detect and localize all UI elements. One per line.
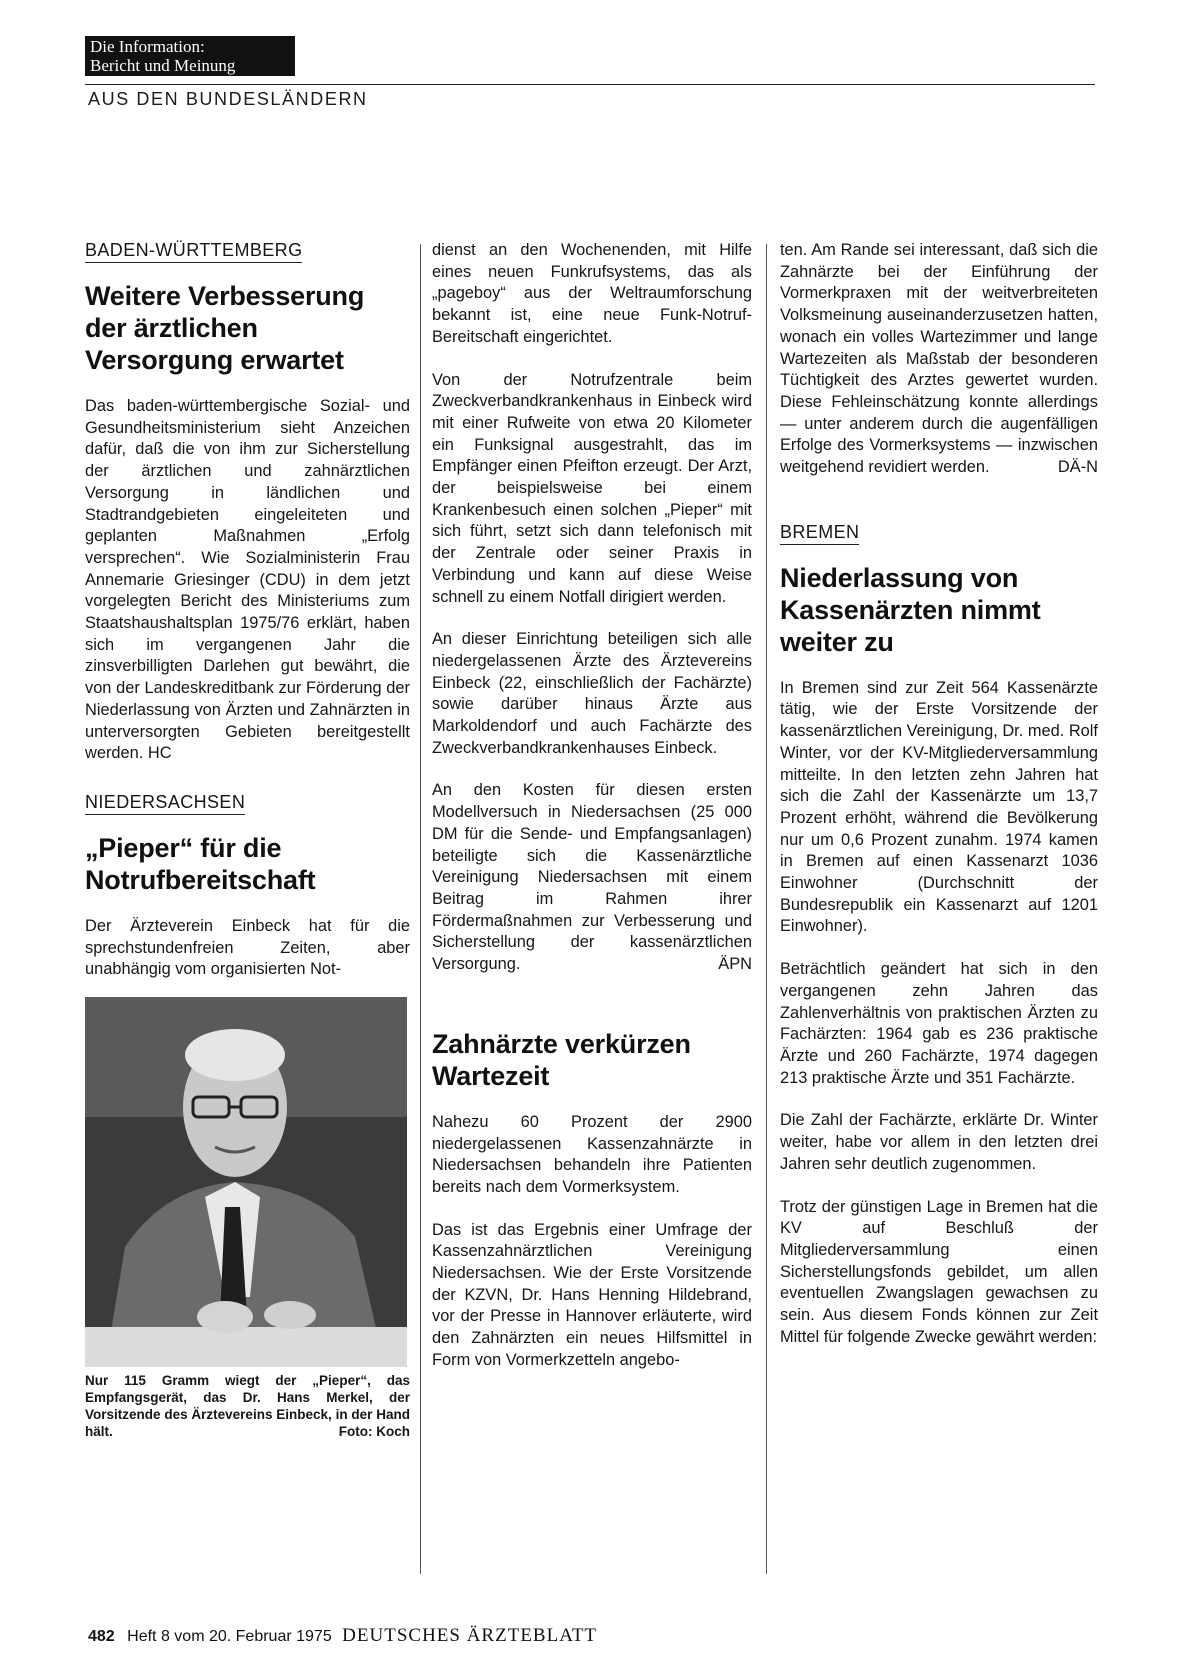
portrait-photo: [85, 997, 407, 1367]
article-text: An den Kosten für diesen ersten Modellversuch in Niedersachsen (25 000 DM für die Sende- und Empfangsanlagen) beteiligte sich die Kassenärztliche Vereinigung Niedersachsen mit einem Beitrag im Rahmen ihrer Fördermaßnahmen zur Verbesserung und Sicherstellung der kassenärztlichen Versorgung.: [432, 781, 752, 974]
author-initials: HC: [147, 744, 172, 763]
page-footer: [88, 1625, 597, 1647]
column-1: [85, 240, 410, 1440]
header-rule: [85, 84, 1095, 85]
region-label-niedersachsen: NIEDERSACHSEN: [85, 792, 245, 815]
article-body: In Bremen sind zur Zeit 564 Kassenärzte tätig, wie der Erste Vorsitzende der kassenärztlichen Vereinigung, Dr. med. Rolf Winter, vor der KV-Mitgliederversammlung mitteilte. In den letzten zehn Jahren hat sich die Zahl der Kassenärzte um 13,7 Prozent erhöht, während die Bevölkerung nur um 0,6 Prozent zunahm. 1974 kamen in Bremen auf einen Kassenarzt 1036 Einwohner (Durchschnitt der Bundesrepublik ein Kassenarzt auf 1201 Einwohner).: [780, 678, 1098, 936]
column-3: [780, 240, 1098, 1369]
article-text: ten. Am Rande sei interessant, daß sich die Zahnärzte bei der Einführung der Vormerkpraxen mit der weitverbreiteten Volksmeinung auseinanderzusetzen hatten, wonach ein volles Wartezimmer und lange Wartezeiten als Maßstab der besonderen Tüchtigkeit des Arztes gewertet wurden. Diese Fehleinschätzung konnte allerdings — unter anderem durch die augenfälligen Erfolge des Vormerksystems — inzwischen weitgehend revidiert werden.: [780, 241, 1098, 477]
photo-credit: Foto: Koch: [338, 1424, 410, 1440]
column-divider: [420, 244, 421, 1574]
rubric-line-2: Bericht und Meinung: [90, 56, 236, 75]
journal-name: DEUTSCHES ÄRZTEBLATT: [342, 1625, 598, 1646]
article-title-versorgung: Weitere Verbesserung der ärztlichen Versorgung erwartet: [85, 281, 365, 375]
article-body: dienst an den Wochenenden, mit Hilfe eines neuen Funkrufsystems, das als „pageboy“ aus der Weltraumforschung bekannt ist, eine neue Funk-Notruf-Bereitschaft eingerichtet.: [432, 241, 752, 346]
article-body: Der Ärzteverein Einbeck hat für die sprechstundenfreien Zeiten, aber unabhängig vom organisierten Not-: [85, 916, 410, 979]
article-body: Trotz der günstigen Lage in Bremen hat die KV auf Beschluß der Mitgliederversammlung einen Sicherstellungsfonds gebildet, um allen eventuellen Zwangslagen gewachsen zu sein. Aus diesem Fonds können zur Zeit Mittel für folgende Zwecke gewährt werden:: [780, 1197, 1098, 1346]
column-divider: [766, 244, 767, 1574]
article-title-bremen: Niederlassung von Kassenärzten nimmt weiter zu: [780, 562, 1041, 657]
article-title-zahnaerzte: Zahnärzte verkürzen Wartezeit: [432, 1028, 691, 1091]
article-body: Nahezu 60 Prozent der 2900 niedergelassenen Kassenzahnärzte in Niedersachsen behandeln ihre Patienten bereits nach dem Vormerksystem.: [432, 1112, 752, 1196]
rubric-line-1: Die Information:: [90, 37, 205, 56]
article-body: Die Zahl der Fachärzte, erklärte Dr. Winter weiter, habe vor allem in den letzten drei Jahren sehr deutlich zugenommen.: [780, 1111, 1098, 1173]
photo-caption: [85, 1372, 410, 1440]
column-2: [432, 240, 752, 1393]
article-text: Das baden-württembergische Sozial- und Gesundheitsministerium sieht Anzeichen dafür, daß die von ihm zur Sicherstellung der ärztlichen und zahnärztlichen Versorgung in ländlichen und Stadtrandgebieten eingeleiteten und geplanten Maßnahmen „Erfolg versprechen“. Wie Sozialministerin Frau Annemarie Griesinger (CDU) in dem jetzt vorgelegten Bericht des Ministeriums zum Staatshaushaltsplan 1975/76 erklärt, haben sich im vergangenen Jahr die zinsverbilligten Darlehen gut bewährt, die von der Landeskreditbank zur Förderung der Niederlassung von Ärzten und Zahnärzten in unterversorgten Gebieten bereitgestellt werden.: [85, 397, 410, 763]
portrait-illustration: [85, 997, 407, 1367]
section-heading: AUS DEN BUNDESLÄNDERN: [88, 89, 368, 109]
author-initials: ÄPN: [718, 955, 752, 974]
author-initials: DÄ-N: [1057, 458, 1098, 477]
article-body: [85, 396, 410, 765]
article-body: Von der Notrufzentrale beim Zweckverbandkrankenhaus in Einbeck wird mit einer Rufweite von etwa 20 Kilometer ein Funksignal ausgestrahlt, das im Empfänger einen Pfeifton erzeugt. Der Arzt, der beispielsweise bei einem Krankenbesuch einen solchen „Pieper“ mit sich führt, setzt sich dann telefonisch mit der Zentrale oder seiner Praxis in Verbindung und kann auf diese Weise schnell zu einem Notfall dirigiert werden.: [432, 370, 752, 606]
rubric-box: [85, 36, 295, 76]
article-body: [780, 240, 1098, 479]
issue-info: Heft 8 vom 20. Februar 1975: [127, 1628, 332, 1645]
page-number: 482: [88, 1628, 115, 1645]
article-body: An dieser Einrichtung beteiligen sich alle niedergelassenen Ärzte des Ärztevereins Einbeck (22, einschließlich der Fachärzte) sowie darüber hinaus Ärzte aus Markoldendorf und auch Fachärzte des Zweckverbandkrankenhauses Einbeck.: [432, 630, 752, 757]
region-label-baden-wuerttemberg: BADEN-WÜRTTEMBERG: [85, 240, 302, 263]
region-label-bremen: BREMEN: [780, 522, 859, 545]
article-body: Das ist das Ergebnis einer Umfrage der Kassenzahnärztlichen Vereinigung Niedersachsen. Wie der Erste Vorsitzende der KZVN, Dr. Hans Henning Hildebrand, vor der Presse in Hannover erläuterte, wird den Zahnärzten ein neues Hilfsmittel in Form von Vormerkzetteln angebo-: [432, 1220, 752, 1369]
article-body: Beträchtlich geändert hat sich in den vergangenen zehn Jahren das Zahlenverhältnis von praktischen Ärzten zu Fachärzten: 1964 gab es 236 praktische Ärzte und 260 Fachärzte, 1974 dagegen 213 praktische Ärzte und 351 Fachärzte.: [780, 960, 1098, 1087]
article-body: [432, 780, 752, 975]
article-title-pieper: „Pieper“ für die Notrufbereitschaft: [85, 832, 316, 895]
caption-text: Nur 115 Gramm wiegt der „Pieper“, das Empfangsgerät, das Dr. Hans Merkel, der Vorsitzende des Ärztevereins Einbeck, in der Hand hält.: [85, 1373, 410, 1440]
